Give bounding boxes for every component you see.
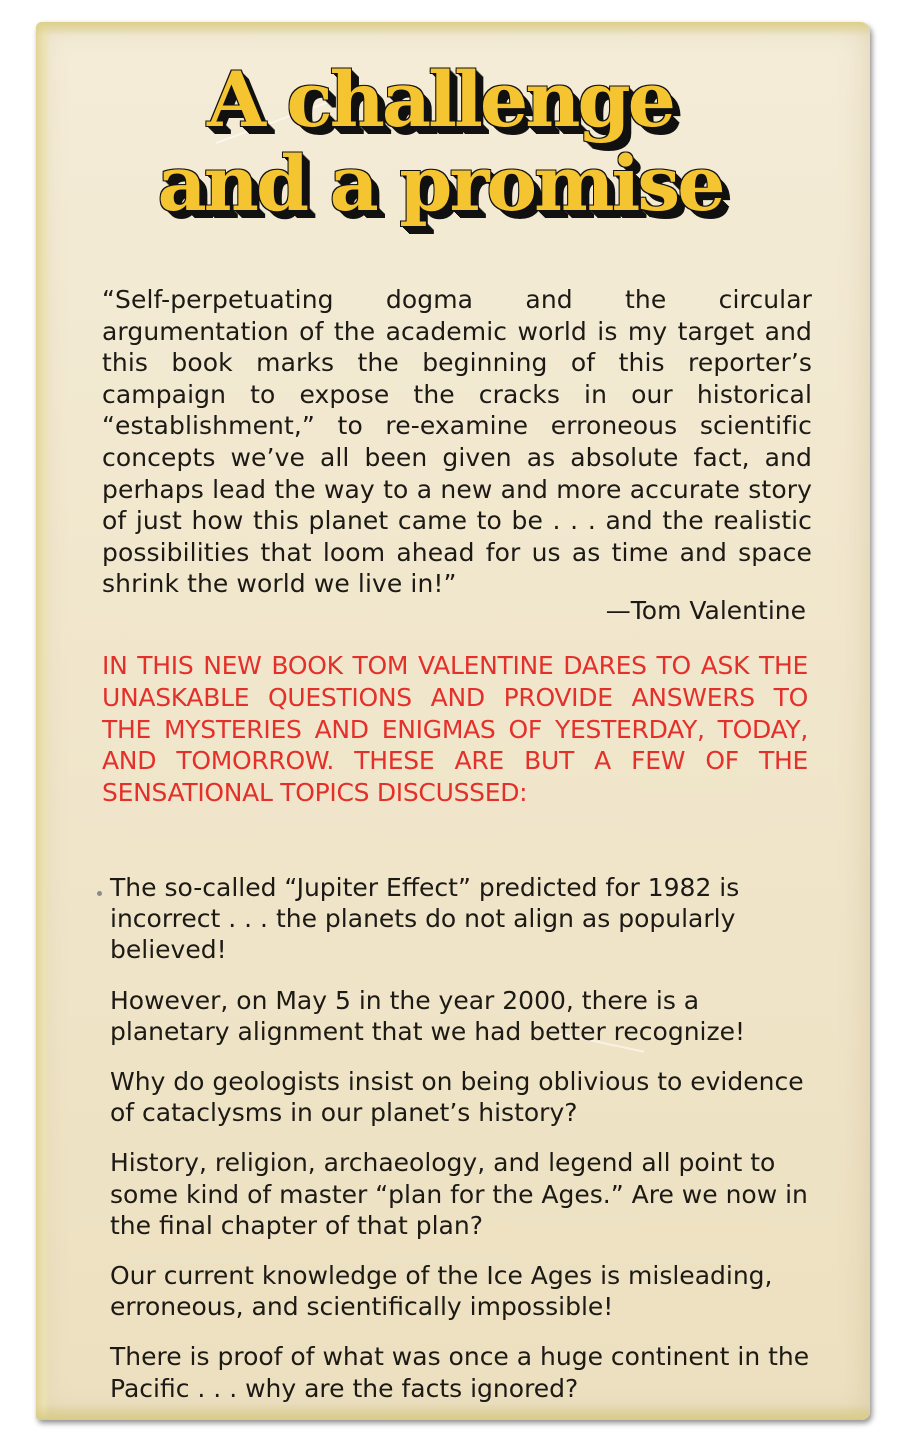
topic-item: History, religion, archaeology, and legend all point to some kind of master “plan for the Ages.” Are we now in the final chapter of that plan? [110,1148,808,1240]
author-quote: “Self-perpetuating dogma and the circular argumentation of the academic world is my target and this book marks the beginning of this reporter’s campaign to expose the cracks in our historical “establishment,” to re-examine erroneous scientific concepts we’ve all been given as absolute fact, and perhaps lead the way to a new and more accurate story of just how this planet came to be . . . and the realistic possibilities that loom ahead for us as time and space shrink the world we live in!” [102,285,812,599]
promo-blurb: IN THIS NEW BOOK TOM VALENTINE DARES TO ASK THE UNASKABLE QUESTIONS AND PROVIDE ANSWERS TO THE MYSTERIES AND ENIGMAS OF YESTERDAY, TODAY, AND TOMORROW. THESE ARE BUT A FEW OF THE SENSATIONAL TOPICS DISCUSSED: [102,651,808,808]
headline-line-1: A challenge [206,55,674,144]
topic-item: There is proof of what was once a huge continent in the Pacific . . . why are the facts ignored? [110,1342,810,1403]
topic-item: The so-called “Jupiter Effect” predicted for 1982 is incorrect . . . the planets do not align as popularly believed! [110,873,740,965]
top-edge-wear [36,22,870,36]
topic-list [110,872,810,1423]
topic-item: However, on May 5 in the year 2000, there is a planetary alignment that we had better recognize! [110,985,746,1046]
spine-edge [36,22,50,1420]
headline [130,55,750,228]
quote-attribution: —Tom Valentine [605,596,806,625]
topic-item: Why do geologists insist on being oblivious to evidence of cataclysms in our planet’s history? [110,1067,804,1128]
bullet-mark [97,891,102,896]
topic-item: Our current knowledge of the Ice Ages is misleading, erroneous, and scientifically impossible! [110,1261,773,1322]
headline-line-2: and a promise [157,139,723,228]
